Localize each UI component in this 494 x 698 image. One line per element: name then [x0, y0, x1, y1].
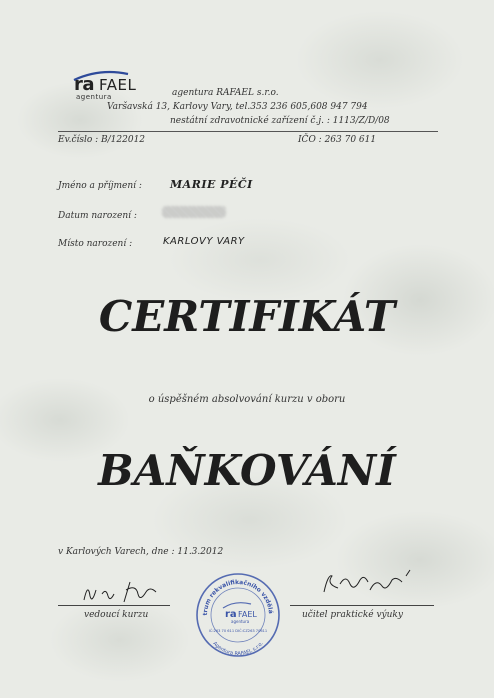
agency-license: nestátní zdravotnické zařízení č.j. : 1113/Z/D/08 [170, 116, 390, 126]
birthdate-redacted [162, 206, 226, 218]
right-signature-icon [318, 566, 418, 600]
birthplace-value: KARLOVY VARY [163, 236, 245, 247]
round-stamp [195, 572, 281, 658]
logo-mark-bold: ra [74, 74, 95, 95]
place-and-date: v Karlových Varech, dne : 11.3.2012 [58, 547, 224, 557]
certificate-title: CERTIFIKÁT [98, 292, 396, 341]
right-signature-line [290, 605, 434, 606]
left-signature-caption: vedoucí kurzu [84, 610, 149, 620]
stamp-text-bottom: Agentura RAFAEL s.r.o. [211, 640, 265, 658]
logo-subtitle: agentura [76, 93, 112, 101]
stamp-logo-sub: agentura [231, 619, 250, 624]
name-label: Jméno a příjmení : [58, 181, 142, 191]
rafael-logo [70, 70, 160, 104]
birthdate-label: Datum narození : [58, 211, 137, 221]
name-value: MARIE PÉČI [170, 178, 253, 191]
stamp-text-top: trum rekvalifikačního vzdělá [201, 578, 275, 616]
stamp-seal-icon [195, 572, 281, 658]
stamp-logo-bold: ra [225, 609, 237, 620]
birthplace-label: Místo narození : [58, 239, 133, 249]
company-id: IČO : 263 70 611 [298, 135, 377, 145]
certificate-subtitle: o úspěšném absolvování kurzu v oboru [148, 394, 346, 405]
stamp-text-mid: IČ:263 70 611 DIČ:CZ263 70611 [208, 629, 268, 633]
header-divider [58, 131, 438, 132]
stamp-logo-rest: FAEL [238, 610, 257, 619]
svg-text:Agentura RAFAEL s.r.o. [211, 640, 264, 657]
right-signature-caption: učitel praktické výuky [302, 610, 403, 620]
logo-mark-rest: FAEL [99, 76, 137, 94]
registration-number: Ev.číslo : B/122012 [58, 135, 146, 145]
left-signature-icon [76, 578, 166, 608]
course-field: BAŇKOVÁNÍ [98, 446, 396, 495]
left-signature-line [58, 605, 170, 606]
agency-name: agentura RAFAEL s.r.o. [172, 88, 279, 98]
agency-address: Varšavská 13, Karlovy Vary, tel.353 236 605,608 947 794 [107, 102, 368, 112]
